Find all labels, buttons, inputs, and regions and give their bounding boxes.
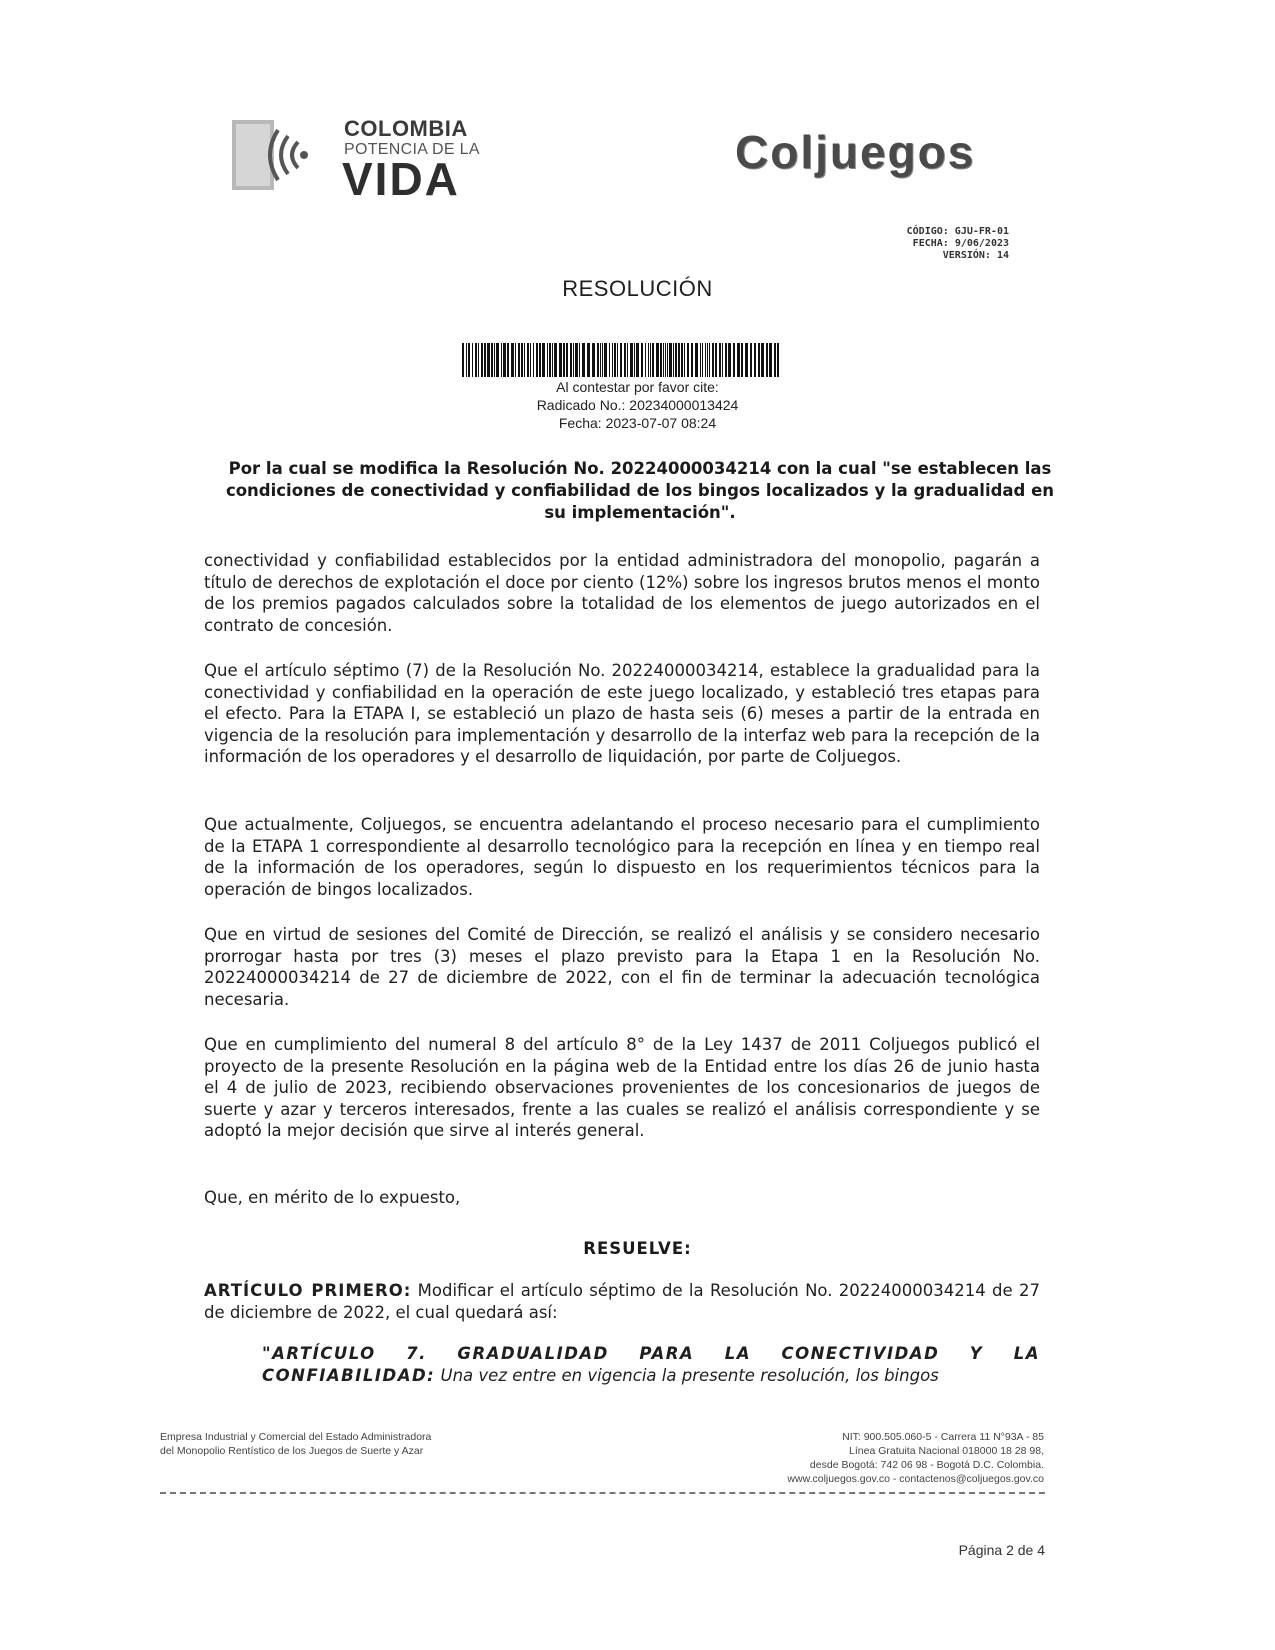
radicado-instruction: Al contestar por favor cite: (556, 379, 719, 395)
paragraph-5: Que en cumplimiento del numeral 8 del artículo 8° de la Ley 1437 de 2011 Coljuegos publicó el proyecto de la presente Resolución en la página web de la Entidad entre los días 26 de junio hasta el 4 de julio de 2023, recibiendo observaciones provenientes de los concesionarios de juegos de suerte y azar y terceros interesados, frente a las cuales se realizó el análisis correspondiente y se adoptó la mejor decisión que sirve al interés general. (204, 1035, 1040, 1140)
paragraph-6: Que, en mérito de lo expuesto, (204, 1188, 461, 1207)
logo-line-2: POTENCIA DE LA (344, 141, 480, 158)
article-first-text: Modificar el artículo séptimo de la Resolución No. 20224000034214 de 27 de diciembre de 2022, el cual quedará así: (204, 1281, 1040, 1322)
footer-contact-line-4: www.coljuegos.gov.co - contactenos@coljuegos.gov.co (787, 1473, 1044, 1485)
footer-contact (787, 1430, 1044, 1486)
paragraph-2: Que el artículo séptimo (7) de la Resolución No. 20224000034214, establece la gradualidad para la conectividad y confiabilidad en la operación de este juego localizado, y estableció tres etapas para el efecto. Para la ETAPA I, se estableció un plazo de hasta seis (6) meses a partir de la entrada en vigencia de la resolución para implementación y desarrollo de la interfaz web para la recepción de la información de los operadores y el desarrollo de liquidación, por parte de Coljuegos. (204, 661, 1040, 766)
document-meta (907, 226, 1009, 262)
resolution-subject: Por la cual se modifica la Resolución No. 20224000034214 con la cual "se establecen las condiciones de conectividad y confiabilidad de los bingos localizados y la gradualidad en su implementación". (225, 459, 1055, 522)
paragraph-1: conectividad y confiabilidad establecidos por la entidad administradora del monopolio, pagarán a título de derechos de explotación el doce por ciento (12%) sobre los ingresos brutos menos el monto de los premios pagados calculados sobre la totalidad de los elementos de juego autorizados en el contrato de concesión. (204, 551, 1040, 635)
article-seven-heading: "ARTÍCULO 7. GRADUALIDAD PARA LA CONECTIVIDAD Y LA CONFIABILIDAD: (262, 1344, 1040, 1385)
meta-version: VERSIÓN: 14 (942, 250, 1009, 261)
footer-company-line-1: Empresa Industrial y Comercial del Estado Administradora (160, 1431, 432, 1443)
radicado-number: Radicado No.: 20234000013424 (536, 397, 739, 413)
paragraph-4: Que en virtud de sesiones del Comité de Dirección, se realizó el análisis y se considero necesario prorrogar hasta por tres (3) meses el plazo previsto para la Etapa 1 en la Resolución No. 20224000034214 de 27 de diciembre de 2022, con el fin de terminar la adecuación tecnológica necesaria. (204, 925, 1040, 1009)
footer-contact-line-2: Línea Gratuita Nacional 018000 18 28 98, (849, 1445, 1044, 1457)
document-title: RESOLUCIÓN (562, 276, 713, 301)
logo-line-1: COLOMBIA (344, 116, 468, 141)
footer-contact-line-1: NIT: 900.505.060-5 - Carrera 11 N°93A - 85 (842, 1431, 1044, 1443)
colombia-logo-mark-icon (232, 120, 312, 190)
meta-code: CÓDIGO: GJU-FR-01 (906, 226, 1009, 237)
article-first (204, 1280, 1040, 1323)
footer-company-line-2: del Monopolio Rentístico de los Juegos de Suerte y Azar (160, 1445, 424, 1457)
footer-company (160, 1430, 431, 1458)
coljuegos-logo: Coljuegos (735, 126, 976, 178)
page-number: Página 2 de 4 (958, 1542, 1045, 1558)
article-first-heading: ARTÍCULO PRIMERO: (204, 1281, 412, 1300)
logo-line-3: VIDA (342, 153, 460, 205)
radicado-date: Fecha: 2023-07-07 08:24 (558, 415, 717, 431)
footer-divider (160, 1492, 1045, 1494)
resuelve-heading: RESUELVE: (583, 1239, 692, 1258)
barcode-icon (462, 343, 779, 377)
article-seven-quote (262, 1343, 1040, 1386)
article-seven-text: Una vez entre en vigencia la presente resolución, los bingos (435, 1365, 939, 1385)
colombia-potencia-de-la-vida-logo (232, 116, 484, 205)
footer-contact-line-3: desde Bogotá: 742 06 98 - Bogotá D.C. Colombia. (809, 1459, 1044, 1471)
meta-date: FECHA: 9/06/2023 (912, 238, 1009, 249)
paragraph-3: Que actualmente, Coljuegos, se encuentra adelantando el proceso necesario para el cumplimiento de la ETAPA 1 correspondiente al desarrollo tecnológico para la recepción en línea y en tiempo real de la información de los operadores, según lo dispuesto en los requerimientos técnicos para la operación de bingos localizados. (204, 815, 1040, 899)
radicado-block (0, 378, 1275, 432)
